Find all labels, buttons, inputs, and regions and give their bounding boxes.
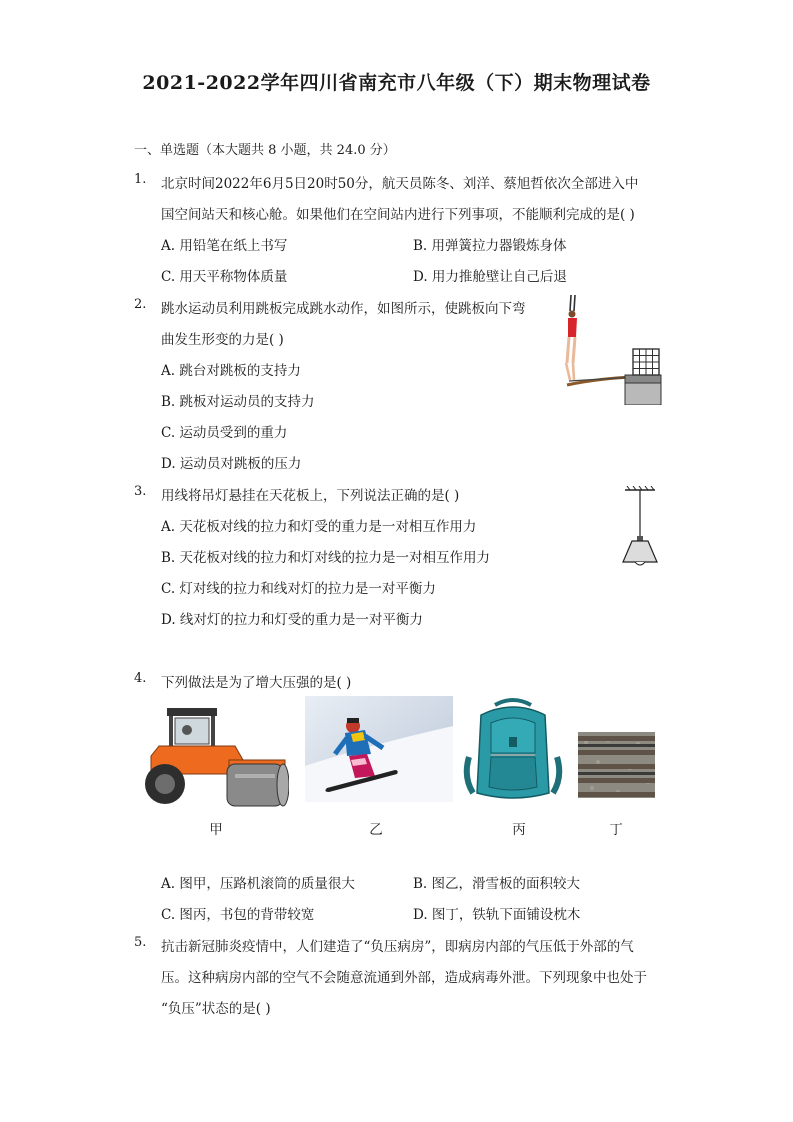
option-b[interactable]: B. 图乙，滑雪板的面积较大 <box>413 876 581 892</box>
question-text: 北京时间2022年6月5日20时50分，航天员陈冬、刘洋、蔡旭哲依次全部进入中 <box>161 176 639 192</box>
option-a[interactable]: A. 天花板对线的拉力和灯受的重力是一对相互作用力 <box>161 519 477 535</box>
question-text: 曲发生形变的力是( ) <box>161 332 284 348</box>
option-b[interactable]: B. 跳板对运动员的支持力 <box>161 394 315 410</box>
question-text: 跳水运动员利用跳板完成跳水动作，如图所示，使跳板向下弯 <box>161 301 526 317</box>
question-text: 抗击新冠肺炎疫情中，人们建造了“负压病房”，即病房内部的气压低于外部的气 <box>161 939 634 955</box>
diving-board-figure <box>555 293 665 405</box>
option-c[interactable]: C. 运动员受到的重力 <box>161 425 288 441</box>
image-label-jia: 甲 <box>209 822 223 838</box>
image-label-ding: 丁 <box>609 822 623 838</box>
image-label-bing: 丙 <box>512 822 526 838</box>
railway-track-image <box>578 732 655 798</box>
section-heading: 一、单选题（本大题共 8 小题，共 24.0 分） <box>134 143 396 158</box>
diver-icon <box>566 295 577 380</box>
option-a[interactable]: A. 图甲，压路机滚筒的质量很大 <box>161 876 355 892</box>
question-text: “负压”状态的是( ) <box>161 1001 271 1017</box>
option-d[interactable]: D. 图丁，铁轨下面铺设枕木 <box>413 907 581 923</box>
option-d[interactable]: D. 用力推舱壁让自己后退 <box>413 269 567 285</box>
option-c[interactable]: C. 灯对线的拉力和线对灯的拉力是一对平衡力 <box>161 581 436 597</box>
option-a[interactable]: A. 跳台对跳板的支持力 <box>161 363 301 379</box>
option-b[interactable]: B. 用弹簧拉力器锻炼身体 <box>413 238 567 254</box>
image-label-yi: 乙 <box>369 822 383 838</box>
question-number: 5. <box>134 935 147 950</box>
question-text: 国空间站天和核心舱。如果他们在空间站内进行下列事项，不能顺利完成的是( ) <box>161 207 635 223</box>
backpack-image <box>461 697 565 805</box>
question-number: 4. <box>134 671 147 686</box>
page-title: 2021-2022学年四川省南充市八年级（下）期末物理试卷 <box>142 72 651 94</box>
option-c[interactable]: C. 用天平称物体质量 <box>161 269 288 285</box>
question-text: 用线将吊灯悬挂在天花板上，下列说法正确的是( ) <box>161 488 460 504</box>
question-number: 3. <box>134 484 147 499</box>
question-text: 压。这种病房内部的空气不会随意流通到外部，造成病毒外泄。下列现象中也处于 <box>161 970 647 986</box>
option-d[interactable]: D. 运动员对跳板的压力 <box>161 456 302 472</box>
snowboarder-image <box>305 696 453 802</box>
road-roller-image <box>139 700 289 810</box>
question-text: 下列做法是为了增大压强的是( ) <box>161 675 352 691</box>
option-c[interactable]: C. 图丙，书包的背带较宽 <box>161 907 315 923</box>
option-a[interactable]: A. 用铅笔在纸上书写 <box>161 238 288 254</box>
question-number: 2. <box>134 297 147 312</box>
option-b[interactable]: B. 天花板对线的拉力和灯对线的拉力是一对相互作用力 <box>161 550 491 566</box>
question-number: 1. <box>134 172 147 187</box>
hanging-lamp-figure <box>615 486 665 572</box>
option-d[interactable]: D. 线对灯的拉力和灯受的重力是一对平衡力 <box>161 612 423 628</box>
